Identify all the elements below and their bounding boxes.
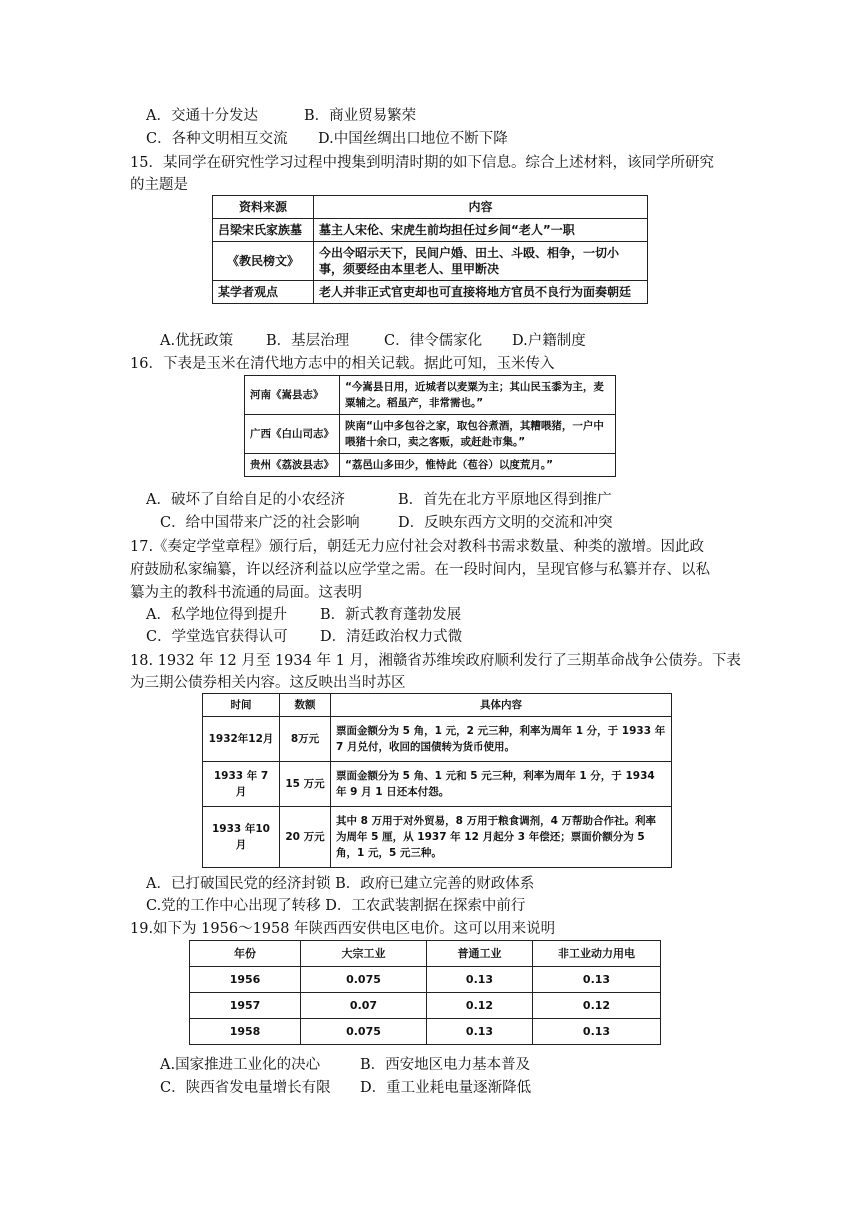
q16-option-a: A．破坏了自给自足的小农经济 (146, 492, 345, 508)
q19-cell: 0.13 (533, 1019, 661, 1045)
q18-cell: 票面金额分为 5 角，1 元，2 元三种，利率为周年 1 分，于 1933 年 7 月兑付，收回的国债转为货币使用。 (331, 717, 672, 762)
q18-cell: 票面金额分为 5 角、1 元和 5 元三种，利率为周年 1 分，于 1934 年 9 月 1 日还本付怨。 (331, 762, 672, 807)
q18-stem-line1: 18. 1932 年 12 月至 1934 年 1 月，湘赣省苏维埃政府顺利发行了三期革命战争公债券。下表 (130, 653, 741, 669)
q18-table (202, 693, 672, 868)
q18-cell: 20 万元 (280, 807, 331, 868)
q15-cell: 吕梁宋氏家族墓 (213, 219, 314, 242)
q18-cell: 1933 年10月 (203, 807, 280, 868)
q19-option-b: B．西安地区电力基本普及 (360, 1057, 531, 1073)
q18-options-line2: C.党的工作中心出现了转移 D．工农武装割据在探索中前行 (146, 898, 526, 914)
q19-header-non-industrial: 非工业动力用电 (533, 941, 661, 967)
q19-header-year: 年份 (190, 941, 301, 967)
q17-option-d: D．清廷政治权力式微 (320, 629, 463, 645)
q16-stem: 16．下表是玉米在清代地方志中的相关记载。据此可知，玉米传入 (130, 356, 555, 372)
q15-stem-line2: 的主题是 (130, 177, 188, 193)
q14-option-c: C．各种文明相互交流 (146, 131, 288, 147)
q18-cell: 8万元 (280, 717, 331, 762)
q19-cell: 0.13 (533, 967, 661, 993)
q19-cell: 0.12 (427, 993, 533, 1019)
q16-option-d: D．反映东西方文明的交流和冲突 (398, 515, 613, 531)
q15-cell: 今出令昭示天下，民间户婚、田土、斗殴、相争，一切小事，须要经由本里老人、里甲断决 (314, 242, 648, 281)
q15-stem-line1: 15．某同学在研究性学习过程中搜集到明清时期的如下信息。综合上述材料，该同学所研究 (130, 155, 714, 171)
q14-option-b: B．商业贸易繁荣 (304, 108, 417, 124)
q15-option-d: D.户籍制度 (512, 333, 586, 349)
q18-options-line1: A．已打破国民党的经济封锁 B．政府已建立完善的财政体系 (146, 876, 535, 892)
q17-stem-line2: 府鼓励私家编纂，许以经济利益以应学堂之需。在一段时间内，呈现官修与私纂并存、以私 (130, 562, 710, 578)
q17-stem-line1: 17.《奏定学堂章程》颁行后，朝廷无力应付社会对教科书需求数量、种类的激增。因此政 (130, 539, 705, 555)
q18-header-content: 具体内容 (331, 694, 672, 717)
q15-cell: 某学者观点 (213, 281, 314, 304)
q17-stem-line3: 纂为主的教科书流通的局面。这表明 (130, 585, 362, 601)
q19-cell: 1957 (190, 993, 301, 1019)
q18-header-time: 时间 (203, 694, 280, 717)
q19-cell: 1958 (190, 1019, 301, 1045)
q19-option-c: C．陕西省发电量增长有限 (160, 1080, 331, 1096)
q15-cell: 老人并非正式官吏却也可直接将地方官员不良行为面奏朝廷 (314, 281, 648, 304)
q17-option-a: A．私学地位得到提升 (146, 607, 287, 623)
q17-option-b: B．新式教育蓬勃发展 (320, 607, 462, 623)
q19-cell: 0.07 (301, 993, 427, 1019)
q15-option-b: B．基层治理 (266, 333, 350, 349)
q18-header-amount: 数额 (280, 694, 331, 717)
q15-option-a: A.优抚政策 (160, 333, 234, 349)
q19-cell: 0.13 (427, 1019, 533, 1045)
q19-option-a: A.国家推进工业化的决心 (160, 1057, 321, 1073)
q14-option-d: D.中国丝绸出口地位不断下降 (318, 131, 508, 147)
q18-cell: 1933 年 7 月 (203, 762, 280, 807)
q16-cell: 贵州《荔波县志》 (245, 454, 340, 477)
q14-option-a: A．交通十分发达 (146, 108, 258, 124)
q18-cell: 其中 8 万用于对外贸易，8 万用于粮食调剂，4 万帮助合作社。利率为周年 5 厘，从 1937 年 12 月起分 3 年偿还；票面价额分为 5 角，1 元，5 元三种。 (331, 807, 672, 868)
q15-table (212, 195, 648, 304)
q16-cell: “荔邑山多田少，惟恃此（苞谷）以度荒月。” (340, 454, 616, 477)
q16-cell: 陕南“山中多包谷之家，取包谷煮酒，其糟喂猪，一户中喂猪十余口，卖之客贩，或赶赴市集。” (340, 415, 616, 454)
q19-cell: 0.12 (533, 993, 661, 1019)
q16-option-b: B．首先在北方平原地区得到推广 (398, 492, 612, 508)
q19-table (189, 940, 661, 1045)
q16-table (244, 375, 616, 477)
q15-cell: 墓主人宋伦、宋虎生前均担任过乡间“老人”一职 (314, 219, 648, 242)
q16-cell: 广西《白山司志》 (245, 415, 340, 454)
q19-header-bulk-industry: 大宗工业 (301, 941, 427, 967)
q19-option-d: D．重工业耗电量逐渐降低 (360, 1080, 532, 1096)
q16-cell: 河南《嵩县志》 (245, 376, 340, 415)
q19-cell: 0.075 (301, 1019, 427, 1045)
q15-header-source: 资料来源 (213, 196, 314, 219)
q19-stem: 19.如下为 1956～1958 年陕西西安供电区电价。这可以用来说明 (130, 921, 556, 937)
q16-cell: “今嵩县日用，近城者以麦粟为主；其山民玉黍为主，麦粟辅之。稻虽产，非常需也。” (340, 376, 616, 415)
q16-option-c: C．给中国带来广泛的社会影响 (160, 515, 360, 531)
q17-option-c: C．学堂选官获得认可 (146, 629, 288, 645)
q18-stem-line2: 为三期公债券相关内容。这反映出当时苏区 (130, 675, 406, 691)
q19-cell: 0.13 (427, 967, 533, 993)
q15-option-c: C．律令儒家化 (384, 333, 483, 349)
q19-cell: 0.075 (301, 967, 427, 993)
q18-cell: 15 万元 (280, 762, 331, 807)
q15-header-content: 内容 (314, 196, 648, 219)
q19-cell: 1956 (190, 967, 301, 993)
q19-header-general-industry: 普通工业 (427, 941, 533, 967)
q18-cell: 1932年12月 (203, 717, 280, 762)
q15-cell: 《教民榜文》 (213, 242, 314, 281)
